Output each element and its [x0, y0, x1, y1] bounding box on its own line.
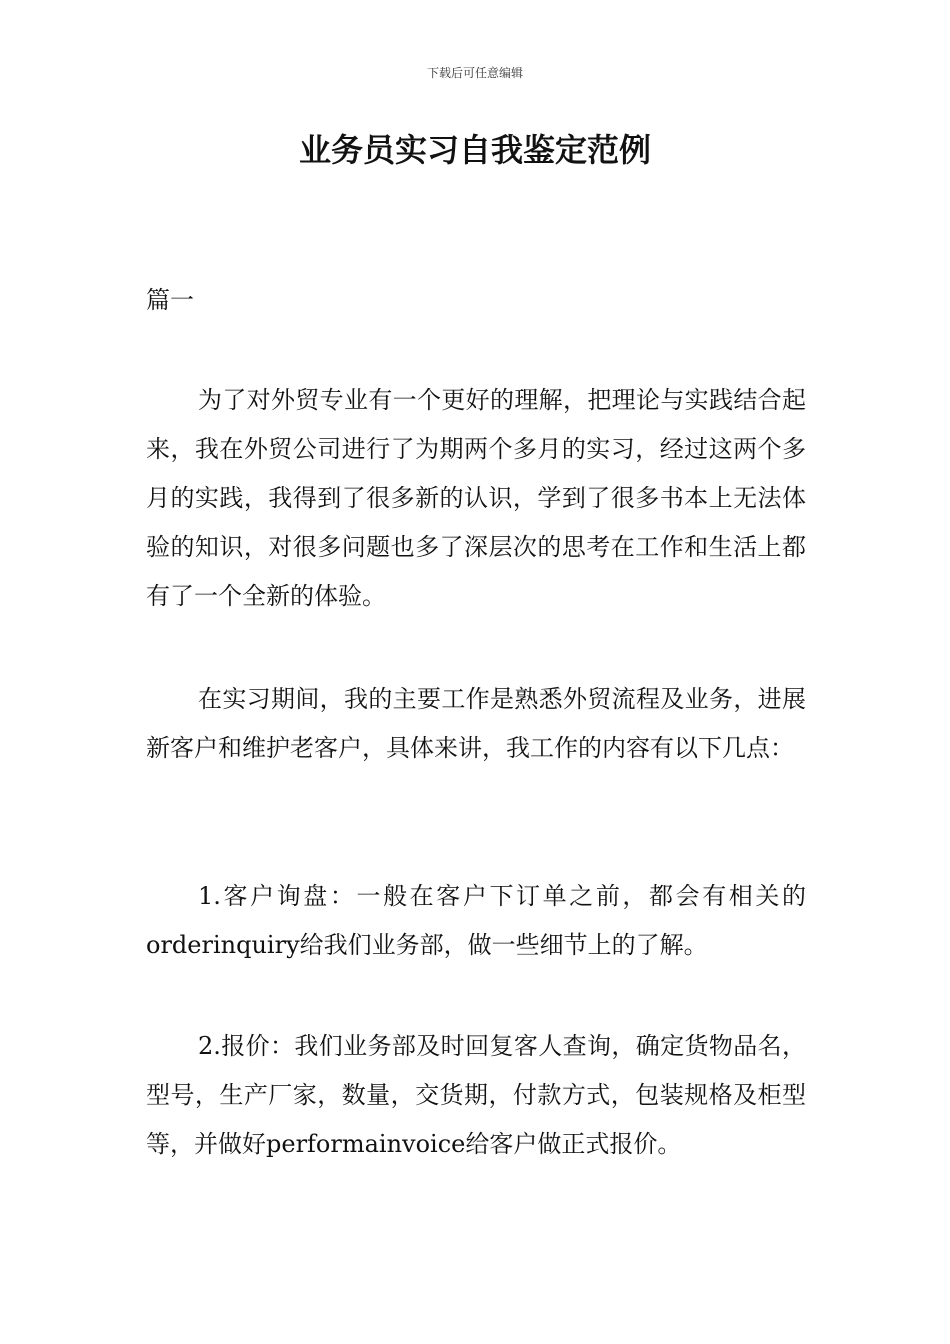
- header-note: 下载后可任意编辑: [426, 66, 523, 80]
- section-label: 篇一: [146, 286, 194, 314]
- document-title: 业务员实习自我鉴定范例: [298, 131, 651, 169]
- paragraph-item-1: 1.客户询盘：一般在客户下订单之前，都会有相关的orderinquiry给我们业务部，做一些细节上的了解。: [146, 882, 806, 959]
- paragraph-item-2: 2.报价：我们业务部及时回复客人查询，确定货物品名，型号，生产厂家，数量，交货期，付款方式，包装规格及柜型等，并做好performainvoice给客户做正式报价。: [146, 1032, 806, 1158]
- paragraph-duties: 在实习期间，我的主要工作是熟悉外贸流程及业务，进展新客户和维护老客户，具体来讲，我工作的内容有以下几点：: [146, 685, 806, 762]
- paragraph-intro: 为了对外贸专业有一个更好的理解，把理论与实践结合起来，我在外贸公司进行了为期两个多月的实习，经过这两个多月的实践，我得到了很多新的认识，学到了很多书本上无法体验的知识，对很多问题也多了深层次的思考在工作和生活上都有了一个全新的体验。: [146, 386, 806, 610]
